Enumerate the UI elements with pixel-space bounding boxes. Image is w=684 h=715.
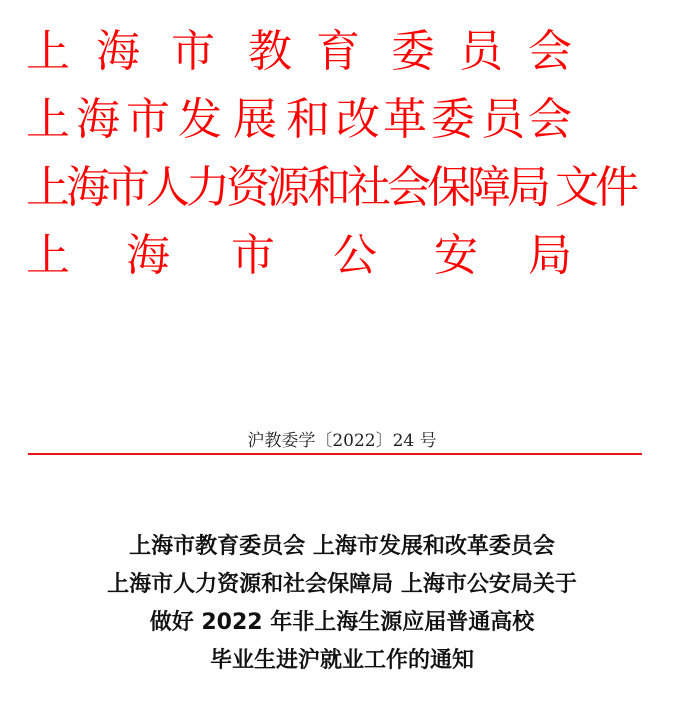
title-line: 上海市教育委员会 上海市发展和改革委员会 xyxy=(129,534,555,559)
header-char: 人 xyxy=(146,162,190,213)
header-char: 发 xyxy=(178,94,222,145)
header-char: 市 xyxy=(106,162,150,213)
header-line-development-reform-commission xyxy=(26,92,642,148)
notice-title xyxy=(0,528,684,680)
header-char: 障 xyxy=(467,162,511,213)
header-char: 海 xyxy=(66,162,110,213)
header-char: 文 xyxy=(555,162,599,213)
header-char: 安 xyxy=(434,230,478,281)
header-char: 社 xyxy=(347,162,391,213)
title-line: 上海市人力资源和社会保障局 上海市公安局关于 xyxy=(107,572,577,597)
header-char: 会 xyxy=(387,162,431,213)
header-char: 育 xyxy=(316,26,360,77)
header-char: 保 xyxy=(427,162,471,213)
header-char: 海 xyxy=(126,230,170,281)
header-char: 和 xyxy=(307,162,351,213)
header-char: 海 xyxy=(76,94,120,145)
header-char: 力 xyxy=(186,162,230,213)
header-char: 上 xyxy=(26,162,70,213)
header-char: 局 xyxy=(528,230,572,281)
header-char: 和 xyxy=(286,94,330,145)
header-char: 会 xyxy=(528,26,572,77)
header-char: 委 xyxy=(431,94,475,145)
header-line-human-resources-bureau-document xyxy=(26,160,642,216)
document-number: 沪教委学〔2022〕24 号 xyxy=(247,431,437,451)
header-char: 展 xyxy=(233,94,277,145)
title-line: 做好 2022 年非上海生源应届普通高校 xyxy=(149,610,535,635)
header-char: 件 xyxy=(595,162,639,213)
header-char: 市 xyxy=(171,26,215,77)
header-char: 上 xyxy=(26,94,70,145)
title-line: 毕业生进沪就业工作的通知 xyxy=(209,648,474,673)
header-char: 局 xyxy=(507,162,551,213)
header-line-education-commission xyxy=(26,24,642,80)
header-char: 资 xyxy=(226,162,270,213)
header-char: 上 xyxy=(26,26,70,77)
header-char: 会 xyxy=(528,94,572,145)
header-char: 上 xyxy=(26,230,70,281)
header-char: 革 xyxy=(383,94,427,145)
header-char: 教 xyxy=(248,26,292,77)
header-char: 改 xyxy=(336,94,380,145)
header-char: 海 xyxy=(96,26,140,77)
header-char: 市 xyxy=(126,94,170,145)
issuing-authorities-header xyxy=(0,0,684,300)
header-char: 市 xyxy=(231,230,275,281)
header-char: 委 xyxy=(391,26,435,77)
header-char: 源 xyxy=(266,162,310,213)
red-divider-rule xyxy=(28,453,642,455)
header-line-public-security-bureau xyxy=(26,228,642,284)
header-char: 员 xyxy=(481,94,525,145)
header-char: 员 xyxy=(459,26,503,77)
header-char: 公 xyxy=(333,230,377,281)
